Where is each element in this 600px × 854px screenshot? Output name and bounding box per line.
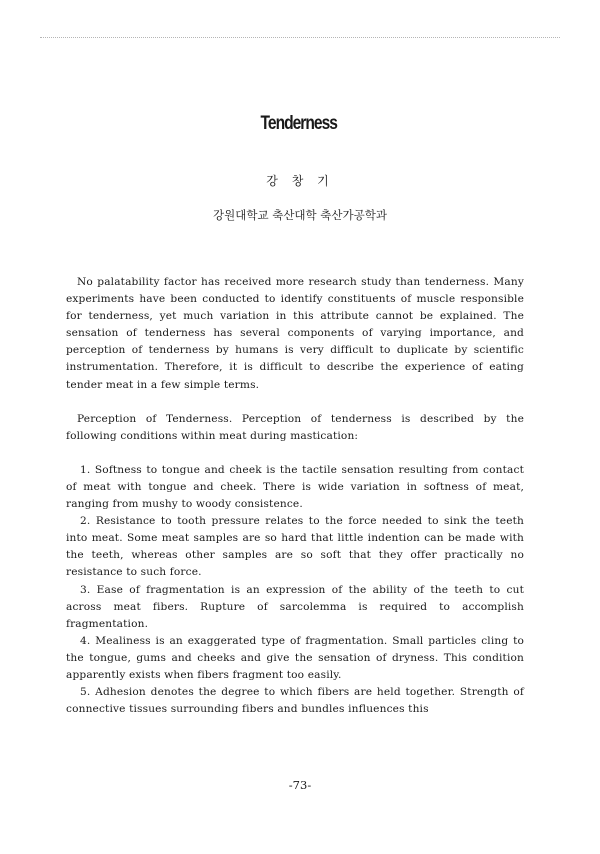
list-item-resistance: 2. Resistance to tooth pressure relates to the force needed to sink the teeth into meat. Some meat samples are so hard that little indention can be made with the teeth, whereas other samples are so soft that they offer practically no resistance to such force. [66, 515, 524, 579]
page-number: -73- [288, 778, 312, 792]
scan-artifact-line [40, 37, 560, 38]
list-item-adhesion: 5. Adhesion denotes the degree to which fibers are held together. Strength of connective tissues surrounding fibers and bundles influences this [66, 686, 524, 716]
list-item-fragmentation: 3. Ease of fragmentation is an expression of the ability of the teeth to cut across meat fibers. Rupture of sarcolemma is required to accomplish fragmentation. [66, 583, 524, 630]
author-name: 강 창 기 [266, 174, 334, 188]
paragraph-intro: No palatability factor has received more research study than tenderness. Many experiments have been conducted to identify constituents of muscle responsible for tenderness, yet much variation in this attribute cannot be explained. The sensation of tenderness has several components of varying importance, and perception of tenderness by humans is very difficult to duplicate by scientific instrumentation. Therefore, it is difficult to describe the experience of eating tender meat in a few simple terms. [66, 276, 524, 391]
article-body [66, 274, 524, 718]
author-affiliation: 강원대학교 축산대학 축산가공학과 [213, 208, 387, 222]
list-item-softness: 1. Softness to tongue and cheek is the tactile sensation resulting from contact of meat with tongue and cheek. There is wide variation in softness of meat, ranging from mushy to woody consistence. [66, 463, 524, 511]
paragraph-perception: Perception of Tenderness. Perception of tenderness is described by the following conditions within meat during mastication: [66, 412, 524, 442]
list-item-mealiness: 4. Mealiness is an exaggerated type of fragmentation. Small particles cling to the tongue, gums and cheeks and give the sensation of dryness. This condition apparently exists when fibers fragment too easily. [66, 634, 524, 681]
article-title: Tenderness [260, 113, 337, 134]
